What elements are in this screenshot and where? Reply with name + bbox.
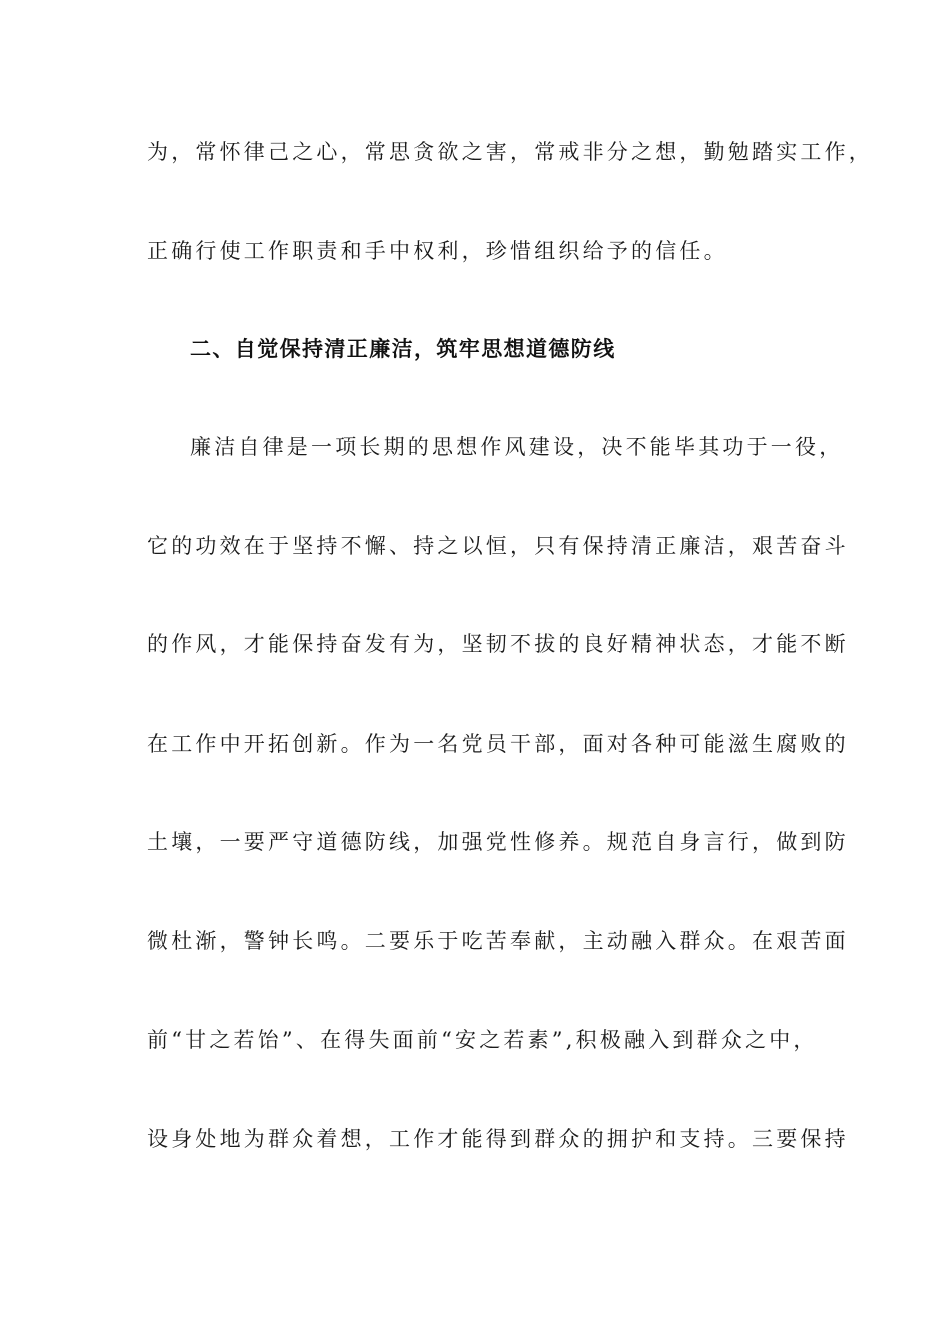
paragraph-line: 在工作中开拓创新。作为一名党员干部，面对各种可能滋生腐败的: [147, 732, 849, 756]
paragraph-line: 微杜渐，警钟长鸣。二要乐于吃苦奉献，主动融入群众。在艰苦面: [147, 929, 849, 953]
paragraph-line: 前“甘之若饴”、在得失面前“安之若素”,积极融入到群众之中，: [147, 1028, 818, 1052]
section-heading: 二、自觉保持清正廉洁，筑牢思想道德防线: [190, 337, 616, 361]
paragraph-line: 的作风，才能保持奋发有为，坚韧不拔的良好精神状态，才能不断: [147, 632, 849, 656]
paragraph-line: 设身处地为群众着想，工作才能得到群众的拥护和支持。三要保持: [147, 1127, 849, 1151]
paragraph-line: 正确行使工作职责和手中权利，珍惜组织给予的信任。: [147, 239, 728, 263]
paragraph-line: 土壤，一要严守道德防线，加强党性修养。规范自身言行，做到防: [147, 830, 849, 854]
paragraph-line: 为，常怀律己之心，常思贪欲之害，常戒非分之想，勤勉踏实工作，: [147, 140, 873, 164]
paragraph-line: 廉洁自律是一项长期的思想作风建设，决不能毕其功于一役，: [190, 435, 844, 459]
paragraph-line: 它的功效在于坚持不懈、持之以恒，只有保持清正廉洁，艰苦奋斗: [147, 534, 849, 558]
